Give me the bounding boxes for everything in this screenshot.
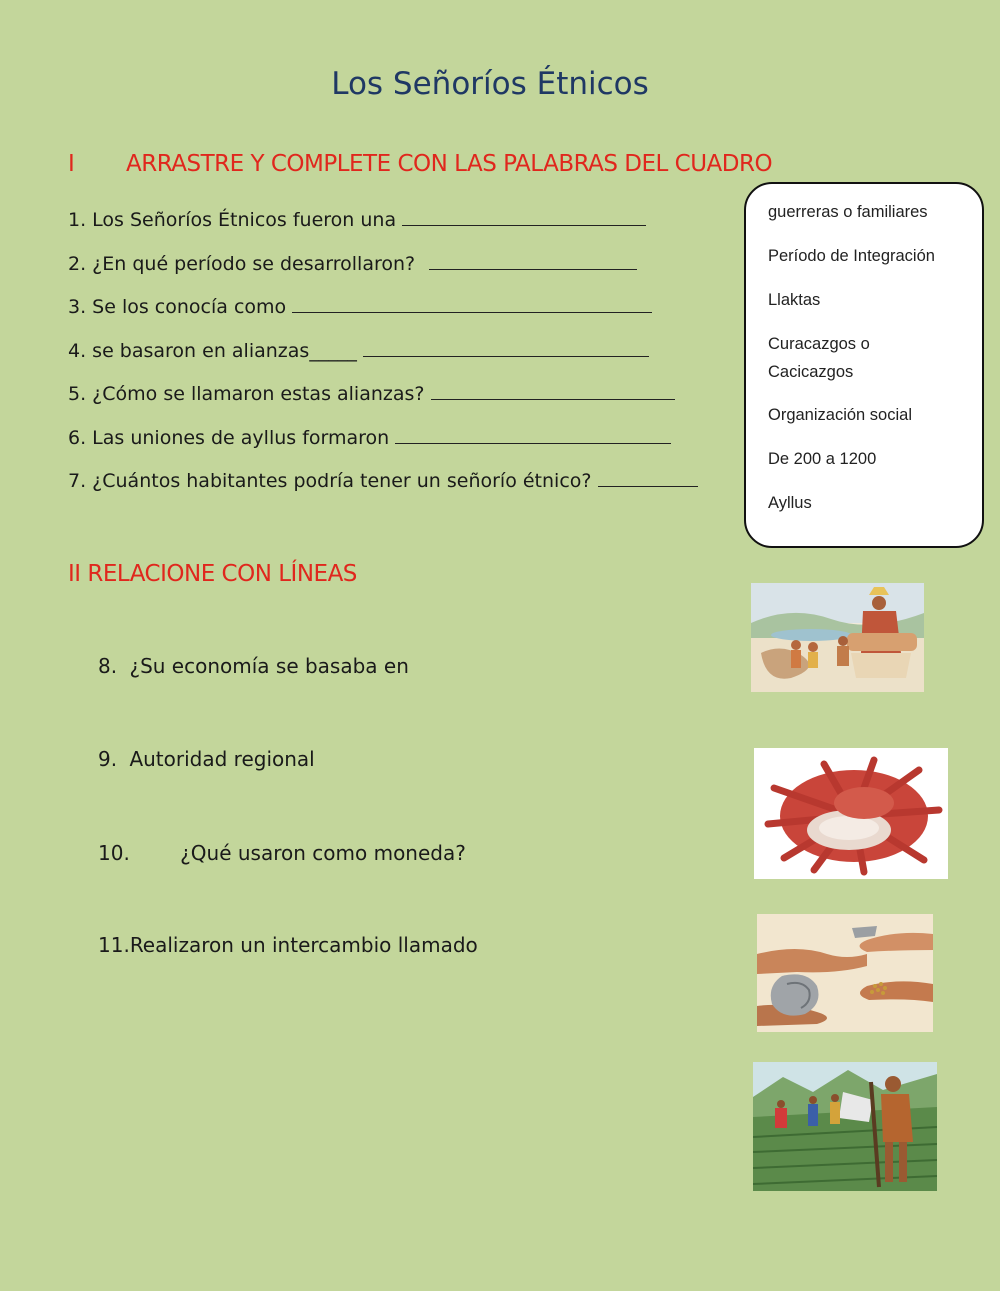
word-bank-item[interactable]: Ayllus (768, 494, 812, 512)
match-question-number: 11. (98, 933, 130, 957)
question-2 (68, 251, 637, 275)
section-1-heading: ARRASTRE Y COMPLETE CON LAS PALABRAS DEL CUADRO (126, 151, 773, 177)
match-question-10[interactable] (98, 841, 466, 865)
question-5-text: 5. ¿Cómo se llamaron estas alianzas? (68, 383, 425, 405)
match-question-number: 8. (98, 654, 118, 678)
answer-blank-7[interactable] (598, 468, 698, 487)
word-bank-item[interactable]: Organización social (768, 406, 912, 424)
answer-blank-3[interactable] (292, 294, 652, 313)
question-2-text: 2. ¿En qué período se desarrollaron? (68, 253, 416, 275)
agriculture-illustration[interactable] (753, 1062, 937, 1191)
curaca-scene-illustration[interactable] (751, 583, 924, 692)
word-bank (744, 182, 984, 548)
word-bank-item[interactable]: De 200 a 1200 (768, 450, 877, 468)
question-4 (68, 338, 649, 362)
question-5 (68, 381, 675, 405)
match-question-8[interactable] (98, 654, 409, 678)
answer-blank-1[interactable] (402, 207, 646, 226)
trueque-hands-illustration[interactable] (757, 914, 933, 1032)
question-4-text: 4. se basaron en alianzas_____ (68, 340, 357, 362)
spondylus-shell-illustration[interactable] (754, 748, 948, 879)
match-question-11[interactable] (98, 933, 478, 957)
question-7-text: 7. ¿Cuántos habitantes podría tener un señorío étnico? (68, 470, 592, 492)
answer-blank-5[interactable] (431, 381, 675, 400)
page-title: Los Señoríos Étnicos (331, 66, 649, 102)
word-bank-item[interactable]: guerreras o familiares (768, 203, 928, 221)
question-7 (68, 468, 698, 492)
answer-blank-2[interactable] (429, 251, 637, 270)
match-question-number: 10. (98, 841, 130, 865)
answer-blank-4[interactable] (363, 338, 649, 357)
question-3-text: 3. Se los conocía como (68, 296, 287, 318)
question-6-text: 6. Las uniones de ayllus formaron (68, 427, 390, 449)
match-question-text: ¿Su economía se basaba en (129, 654, 409, 678)
section-1-number: I (68, 151, 75, 177)
section-2-heading: II RELACIONE CON LÍNEAS (68, 561, 357, 587)
match-question-9[interactable] (98, 747, 315, 771)
match-question-text: ¿Qué usaron como moneda? (180, 841, 466, 865)
question-1-text: 1. Los Señoríos Étnicos fueron una (68, 209, 397, 231)
question-3 (68, 294, 652, 318)
word-bank-item[interactable]: Curacazgos o Cacicazgos (768, 335, 870, 381)
word-bank-item[interactable]: Período de Integración (768, 247, 935, 265)
word-bank-item[interactable]: Llaktas (768, 291, 821, 309)
question-6 (68, 425, 671, 449)
question-1 (68, 207, 646, 231)
match-question-text: Realizaron un intercambio llamado (129, 933, 478, 957)
match-question-text: Autoridad regional (129, 747, 315, 771)
answer-blank-6[interactable] (395, 425, 671, 444)
match-question-number: 9. (98, 747, 118, 771)
